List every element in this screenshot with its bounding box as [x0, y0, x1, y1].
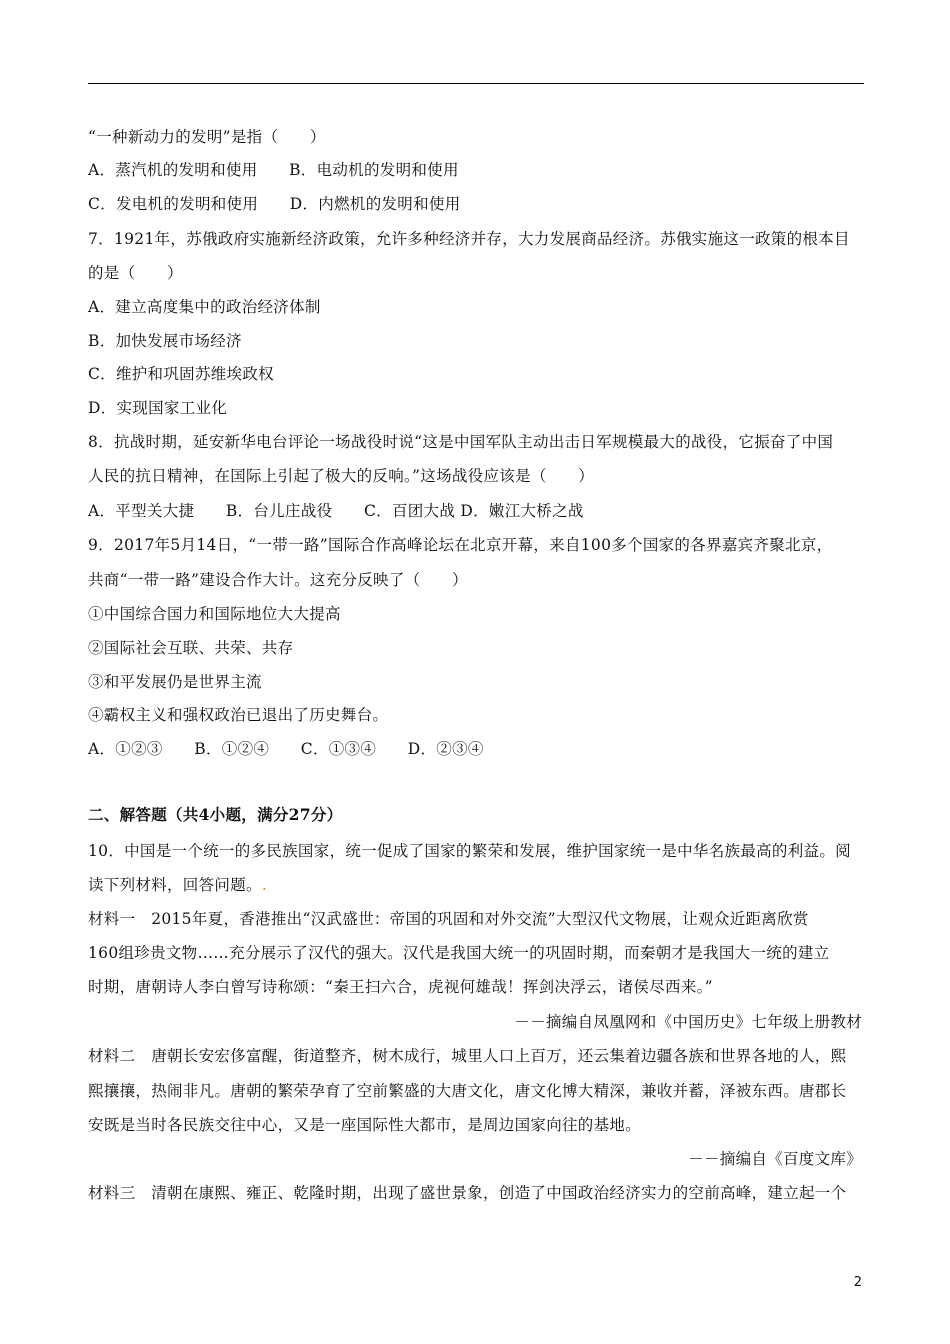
q10-stem-line2 [88, 875, 267, 895]
page-number: 2 [853, 1275, 862, 1290]
q9-statement-3: ③和平发展仍是世界主流 [88, 673, 262, 691]
q7-stem-line2: 的是（ ） [88, 264, 183, 282]
q9-statement-1: ①中国综合国力和国际地位大大提高 [88, 605, 341, 623]
q9-statement-4: ④霸权主义和强权政治已退出了历史舞台。 [88, 706, 389, 724]
q10-stem-line2-text: 读下列材料，回答问题。 [88, 876, 262, 894]
q8-stem-line1: 8．抗战时期，延安新华电台评论一场战役时说“这是中国军队主动出击日军规模最大的战役，它振奋了中国 [88, 433, 834, 451]
material1-line1: 材料一 2015年夏，香港推出“汉武盛世：帝国的巩固和对外交流”大型汉代文物展，让观众近距离欣赏 [88, 910, 809, 928]
q7-option-a: A．建立高度集中的政治经济体制 [88, 298, 321, 316]
q6-options-ab: A．蒸汽机的发明和使用 B．电动机的发明和使用 [88, 161, 459, 179]
q9-stem-line2: 共商“一带一路”建设合作大计。这充分反映了（ ） [88, 571, 468, 589]
material2-line1: 材料二 唐朝长安宏侈富醒，街道整齐，树木成行，城里人口上百万，还云集着边疆各族和世界各地的人，熙 [88, 1047, 847, 1065]
q8-options: A．平型关大捷 B．台儿庄战役 C．百团大战 D．嫩江大桥之战 [88, 502, 584, 520]
q7-option-c: C．维护和巩固苏维埃政权 [88, 365, 274, 383]
q9-statement-2: ②国际社会互联、共荣、共存 [88, 639, 294, 657]
section-title: 二、解答题（共4小题，满分27分） [88, 805, 343, 824]
q7-option-b: B．加快发展市场经济 [88, 332, 242, 350]
q7-option-d: D．实现国家工业化 [88, 399, 228, 417]
q10-stem-line1: 10．中国是一个统一的多民族国家，统一促成了国家的繁荣和发展，维护国家统一是中华名族最高的利益。阅 [88, 842, 851, 860]
q7-stem-line1: 7．1921年，苏俄政府实施新经济政策，允许多种经济并存，大力发展商品经济。苏俄实施这一政策的根本目 [88, 230, 850, 248]
q9-stem-line1: 9．2017年5月14日，“一带一路”国际合作高峰论坛在北京开幕，来自100多个国家的各界嘉宾齐聚北京， [88, 536, 833, 554]
q6-options-cd: C．发电机的发明和使用 D．内燃机的发明和使用 [88, 195, 461, 213]
material1-source: －－摘编自凤凰网和《中国历史》七年级上册教材 [514, 1013, 862, 1031]
material1-line2: 160组珍贵文物……充分展示了汉代的强大。汉代是我国大统一的巩固时期，而秦朝才是我国大一统的建立 [88, 944, 830, 962]
q8-stem-line2: 人民的抗日精神，在国际上引起了极大的反响。”这场战役应该是（ ） [88, 467, 595, 485]
material1-line3: 时期，唐朝诗人李白曾写诗称颂：“秦王扫六合，虎视何雄哉！挥剑决浮云，诸侯尽西来。” [88, 978, 713, 996]
q9-options: A．①②③ B．①②④ C．①③④ D．②③④ [88, 740, 484, 758]
stray-mark: . [261, 876, 268, 894]
header-rule [88, 83, 864, 84]
material2-source: －－摘编自《百度文库》 [688, 1150, 862, 1168]
q6-stem-continuation: “一种新动力的发明”是指（ ） [88, 128, 326, 146]
material2-line3: 安既是当时各民族交往中心，又是一座国际性大都市，是周边国家向往的基地。 [88, 1116, 642, 1134]
material3-line1: 材料三 清朝在康熙、雍正、乾隆时期，出现了盛世景象，创造了中国政治经济实力的空前高峰，建立起一个 [88, 1184, 847, 1202]
material2-line2: 熙攘攘，热闹非凡。唐朝的繁荣孕育了空前繁盛的大唐文化，唐文化博大精深，兼收并蓄，泽被东西。唐郡长 [88, 1082, 847, 1100]
